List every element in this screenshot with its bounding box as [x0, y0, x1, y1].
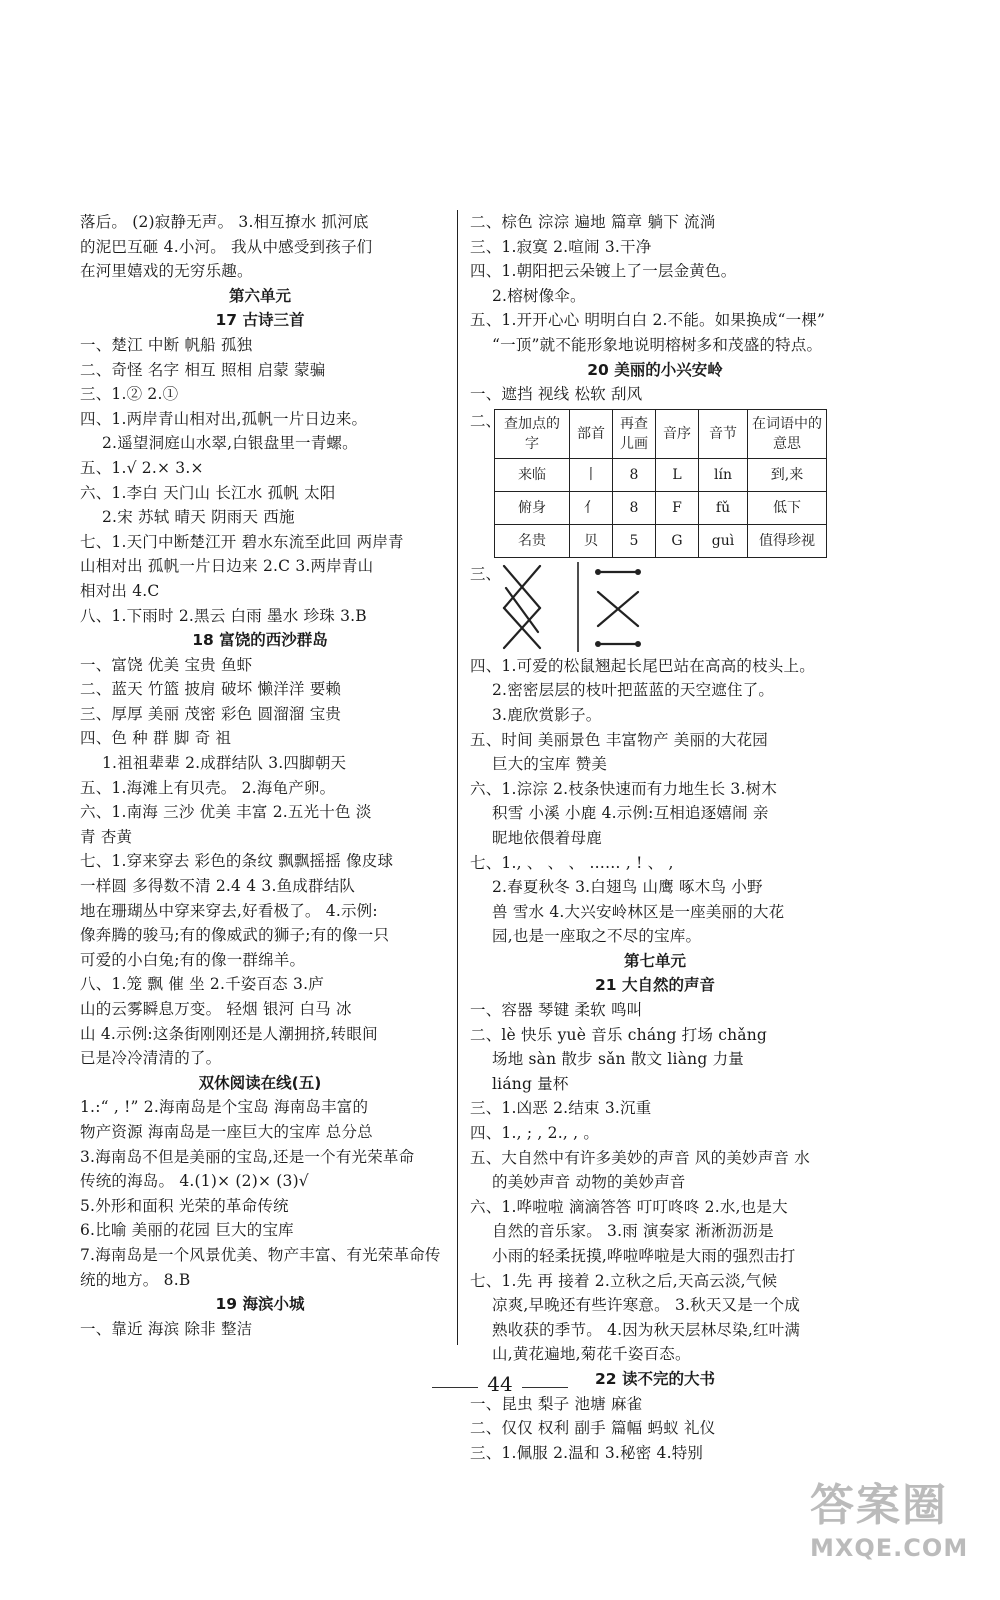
- table-cell: 8: [613, 458, 656, 491]
- answer-line: 2.春夏秋冬 3.白翅鸟 山鹰 啄木鸟 小野: [492, 878, 763, 897]
- answer-line: 山相对出 孤帆一片日边来 2.C 3.两岸青山: [80, 557, 374, 576]
- answer-line: 五、时间 美丽景色 丰富物产 美丽的大花园: [470, 730, 768, 749]
- section-heading: 20 美丽的小兴安岭: [587, 360, 723, 379]
- answer-line: 6.比喻 美丽的花园 巨大的宝库: [80, 1221, 294, 1240]
- answer-line: 已是冷冷清清的了。: [80, 1049, 222, 1068]
- answer-line: 一样圆 多得数不清 2.4 4 3.鱼成群结队: [80, 877, 356, 896]
- table-cell: 名贵: [495, 524, 570, 557]
- answer-line: 2.密密层层的枝叶把蓝蓝的天空遮住了。: [492, 681, 775, 700]
- section-heading: 21 大自然的声音: [595, 976, 715, 995]
- answer-line: 3.鹿欣赏影子。: [492, 705, 602, 724]
- answer-line: 像奔腾的骏马;有的像威武的狮子;有的像一只: [80, 926, 390, 945]
- table-row: [495, 491, 827, 524]
- match-dot: [635, 569, 641, 575]
- section-heading: 22 读不完的大书: [595, 1369, 715, 1388]
- answer-line: 四、色 种 群 脚 奇 祖: [80, 729, 232, 748]
- matching-prefix: 三、: [470, 564, 502, 583]
- answer-line: 熟收获的季节。 4.因为秋天层林尽染,红叶满: [492, 1320, 801, 1339]
- table-header-cell: 音序: [656, 409, 699, 458]
- answer-line: 八、1.笼 飘 催 坐 2.千姿百态 3.庐: [80, 975, 324, 994]
- answer-line: 七、1.先 再 接着 2.立秋之后,天高云淡,气候: [470, 1271, 778, 1290]
- answer-line: 六、1.南海 三沙 优美 丰富 2.五光十色 淡: [80, 803, 372, 822]
- answer-line: 四、1., ; , 2., , 。: [470, 1124, 600, 1143]
- answer-line: 六、1.哗啦啦 滴滴答答 叮叮咚咚 2.水,也是大: [470, 1197, 788, 1216]
- answer-line: 六、1.淙淙 2.枝条快速而有力地生长 3.树木: [470, 779, 778, 798]
- answer-line: 三、厚厚 美丽 茂密 彩色 圆溜溜 宝贵: [80, 704, 342, 723]
- table-header-cell: 音节: [699, 409, 748, 458]
- answer-line: 四、1.朝阳把云朵镀上了一层金黄色。: [470, 262, 737, 281]
- answer-line: 相对出 4.C: [80, 581, 160, 600]
- answer-line: 地在珊瑚丛中穿来穿去,好看极了。 4.示例:: [80, 901, 378, 920]
- match-dot: [595, 641, 601, 647]
- section-heading: 18 富饶的西沙群岛: [192, 631, 328, 650]
- table-cell: 丨: [570, 458, 613, 491]
- section-heading: 第七单元: [623, 951, 686, 970]
- answer-line: 五、1.开开心心 明明白白 2.不能。如果换成“一棵”: [470, 311, 826, 330]
- answer-line: 二、蓝天 竹篮 披肩 破坏 懒洋洋 要赖: [80, 680, 342, 699]
- table-cell: 到,来: [748, 458, 827, 491]
- answer-line: 三、1.凶恶 2.结束 3.沉重: [470, 1099, 652, 1118]
- table-cell: F: [656, 491, 699, 524]
- lookup-table-row: [470, 409, 840, 558]
- answer-line: 四、1.两岸青山相对出,孤帆一片日边来。: [80, 409, 368, 428]
- table-cell: guì: [699, 524, 748, 557]
- match-dot: [635, 641, 641, 647]
- answer-line: 传统的海岛。 4.(1)× (2)× (3)√: [80, 1172, 309, 1191]
- answer-line: 三、1.佩服 2.温和 3.秘密 4.特别: [470, 1443, 704, 1462]
- table-row: [495, 458, 827, 491]
- answer-line: 八、1.下雨时 2.黑云 白雨 墨水 珍珠 3.B: [80, 606, 367, 625]
- table-cell: 低下: [748, 491, 827, 524]
- answer-line: “一顶”就不能形象地说明榕树多和茂盛的特点。: [492, 335, 823, 354]
- answer-line: 兽 雪水 4.大兴安岭林区是一座美丽的大花: [492, 902, 785, 921]
- answer-line: 一、富饶 优美 宝贵 鱼虾: [80, 655, 253, 674]
- table-cell: 8: [613, 491, 656, 524]
- answer-line: 3.海南岛不但是美丽的宝岛,还是一个有光荣革命: [80, 1147, 415, 1166]
- table-cell: 值得珍视: [748, 524, 827, 557]
- answer-line: 巨大的宝库 赞美: [492, 755, 608, 774]
- answer-line: 一、楚江 中断 帆船 孤独: [80, 335, 253, 354]
- answer-line: 1.:“ , !” 2.海南岛是个宝岛 海南岛丰富的: [80, 1098, 369, 1117]
- answer-line: 六、1.李白 天门山 长江水 孤帆 太阳: [80, 483, 336, 502]
- answer-line: liáng 量杯: [492, 1074, 569, 1093]
- answer-line: 山,黄花遍地,菊花千姿百态。: [492, 1345, 691, 1364]
- answer-line: 五、大自然中有许多美妙的声音 风的美妙声音 水: [470, 1148, 810, 1167]
- answer-line: 青 杏黄: [80, 827, 133, 846]
- answer-line: 二、奇怪 名字 相互 照相 启蒙 蒙骗: [80, 360, 326, 379]
- answer-line: 三、1.② 2.①: [80, 385, 179, 404]
- answer-line: 2.榕树像伞。: [492, 286, 586, 305]
- answer-line: 1.祖祖辈辈 2.成群结队 3.四脚朝天: [102, 754, 347, 773]
- table-cell: 亻: [570, 491, 613, 524]
- answer-line: 二、仅仅 权利 副手 篇幅 蚂蚁 礼仪: [470, 1419, 716, 1438]
- matching-lines-diagram: [498, 562, 648, 652]
- page-number-rule-right: [522, 1387, 568, 1388]
- answer-line: 七、1.穿来穿去 彩色的条纹 飘飘摇摇 像皮球: [80, 852, 394, 871]
- page-number: 44: [487, 1372, 513, 1396]
- section-heading: 双休阅读在线(五): [198, 1073, 322, 1092]
- table-cell: lín: [699, 458, 748, 491]
- table-cell: G: [656, 524, 699, 557]
- table-cell: L: [656, 458, 699, 491]
- answer-line: 七、1., 、 、 、 …… , ! 、 ,: [470, 853, 674, 872]
- answer-line: 昵地依偎着母鹿: [492, 828, 602, 847]
- table-cell: 贝: [570, 524, 613, 557]
- answer-line: 二、棕色 淙淙 遍地 篇章 躺下 流淌: [470, 213, 716, 231]
- dictionary-lookup-table: [494, 409, 827, 558]
- answer-line: 的美妙声音 动物的美妙声音: [492, 1173, 686, 1192]
- table-header-row: [495, 409, 827, 458]
- match-line: [506, 588, 538, 632]
- answer-line: 一、靠近 海滨 除非 整洁: [80, 1319, 253, 1338]
- table-cell: fǔ: [699, 491, 748, 524]
- answer-line: 落后。 (2)寂静无声。 3.相互撩水 抓河底: [80, 213, 369, 231]
- table-prefix: 二、: [470, 411, 502, 430]
- match-dot: [595, 569, 601, 575]
- answer-line: 小雨的轻柔抚摸,哗啦哗啦是大雨的强烈击打: [492, 1247, 796, 1265]
- answer-line: 可爱的小白兔;有的像一群绵羊。: [80, 950, 306, 969]
- answer-line: 统的地方。 8.B: [80, 1270, 191, 1289]
- right-column-part-b: [470, 654, 840, 1466]
- section-heading: 17 古诗三首: [215, 311, 305, 330]
- answer-line: 2.宋 苏轼 晴天 阴雨天 西施: [102, 508, 295, 527]
- answer-line: 一、昆虫 梨子 池塘 麻雀: [470, 1394, 643, 1413]
- answer-line: 的泥巴互砸 4.小河。 我从中感受到孩子们: [80, 237, 373, 256]
- table-cell: 来临: [495, 458, 570, 491]
- answer-line: 二、lè 快乐 yuè 音乐 cháng 打场 chǎng: [470, 1025, 768, 1044]
- left-column: [80, 210, 440, 1341]
- answer-line: 凉爽,早晚还有些许寒意。 3.秋天又是一个成: [492, 1296, 801, 1315]
- watermark-logo: 答案圈: [810, 1480, 948, 1531]
- table-header-cell: 部首: [570, 409, 613, 458]
- answer-line: 7.海南岛是一个风景优美、物产丰富、有光荣革命传: [80, 1245, 441, 1264]
- watermark-url: MXQE.COM: [810, 1534, 969, 1562]
- answer-line: 在河里嬉戏的无穷乐趣。: [80, 262, 253, 281]
- table-cell: 5: [613, 524, 656, 557]
- answer-line: 三、1.寂寞 2.喧闹 3.干净: [470, 237, 652, 256]
- table-header-cell: 再查儿画: [613, 409, 656, 458]
- answer-line: 一、遮挡 视线 松软 刮风: [470, 385, 643, 404]
- matching-diagram-row: [470, 562, 840, 654]
- table-cell: 俯身: [495, 491, 570, 524]
- table-row: [495, 524, 827, 557]
- answer-line: 园,也是一座取之不尽的宝库。: [492, 927, 702, 946]
- right-column: [470, 210, 840, 1465]
- answer-line: 一、容器 琴键 柔软 鸣叫: [470, 1001, 643, 1020]
- answer-line: 七、1.天门中断楚江开 碧水东流至此回 两岸青: [80, 532, 404, 551]
- answer-line: 物产资源 海南岛是一座巨大的宝库 总分总: [80, 1122, 373, 1141]
- answer-line: 五、1.海滩上有贝壳。 2.海龟产卵。: [80, 778, 336, 797]
- answer-line: 四、1.可爱的松鼠翘起长尾巴站在高高的枝头上。: [470, 656, 815, 675]
- section-heading: 第六单元: [228, 286, 291, 305]
- section-heading: 19 海滨小城: [215, 1295, 305, 1314]
- answer-line: 自然的音乐家。 3.雨 演奏家 淅淅沥沥是: [492, 1222, 774, 1241]
- watermark: [810, 1478, 980, 1578]
- answer-line: 2.遥望洞庭山水翠,白银盘里一青螺。: [102, 434, 358, 453]
- answer-line: 场地 sàn 散步 sǎn 散文 liàng 力量: [492, 1050, 744, 1069]
- answer-line: 五、1.√ 2.× 3.×: [80, 458, 204, 477]
- answer-line: 5.外形和面积 光荣的革命传统: [80, 1196, 289, 1215]
- column-divider: [457, 210, 458, 1345]
- answer-line: 山的云雾瞬息万变。 轻烟 银河 白马 冰: [80, 1000, 352, 1018]
- answer-line: 山 4.示例:这条街刚刚还是人潮拥挤,转眼间: [80, 1024, 378, 1043]
- right-column-part-a: [470, 210, 840, 407]
- table-header-cell: 查加点的字: [495, 409, 570, 458]
- table-header-cell: 在词语中的意思: [748, 409, 827, 458]
- answer-line: 积雪 小溪 小鹿 4.示例:互相追逐嬉闹 亲: [492, 804, 769, 823]
